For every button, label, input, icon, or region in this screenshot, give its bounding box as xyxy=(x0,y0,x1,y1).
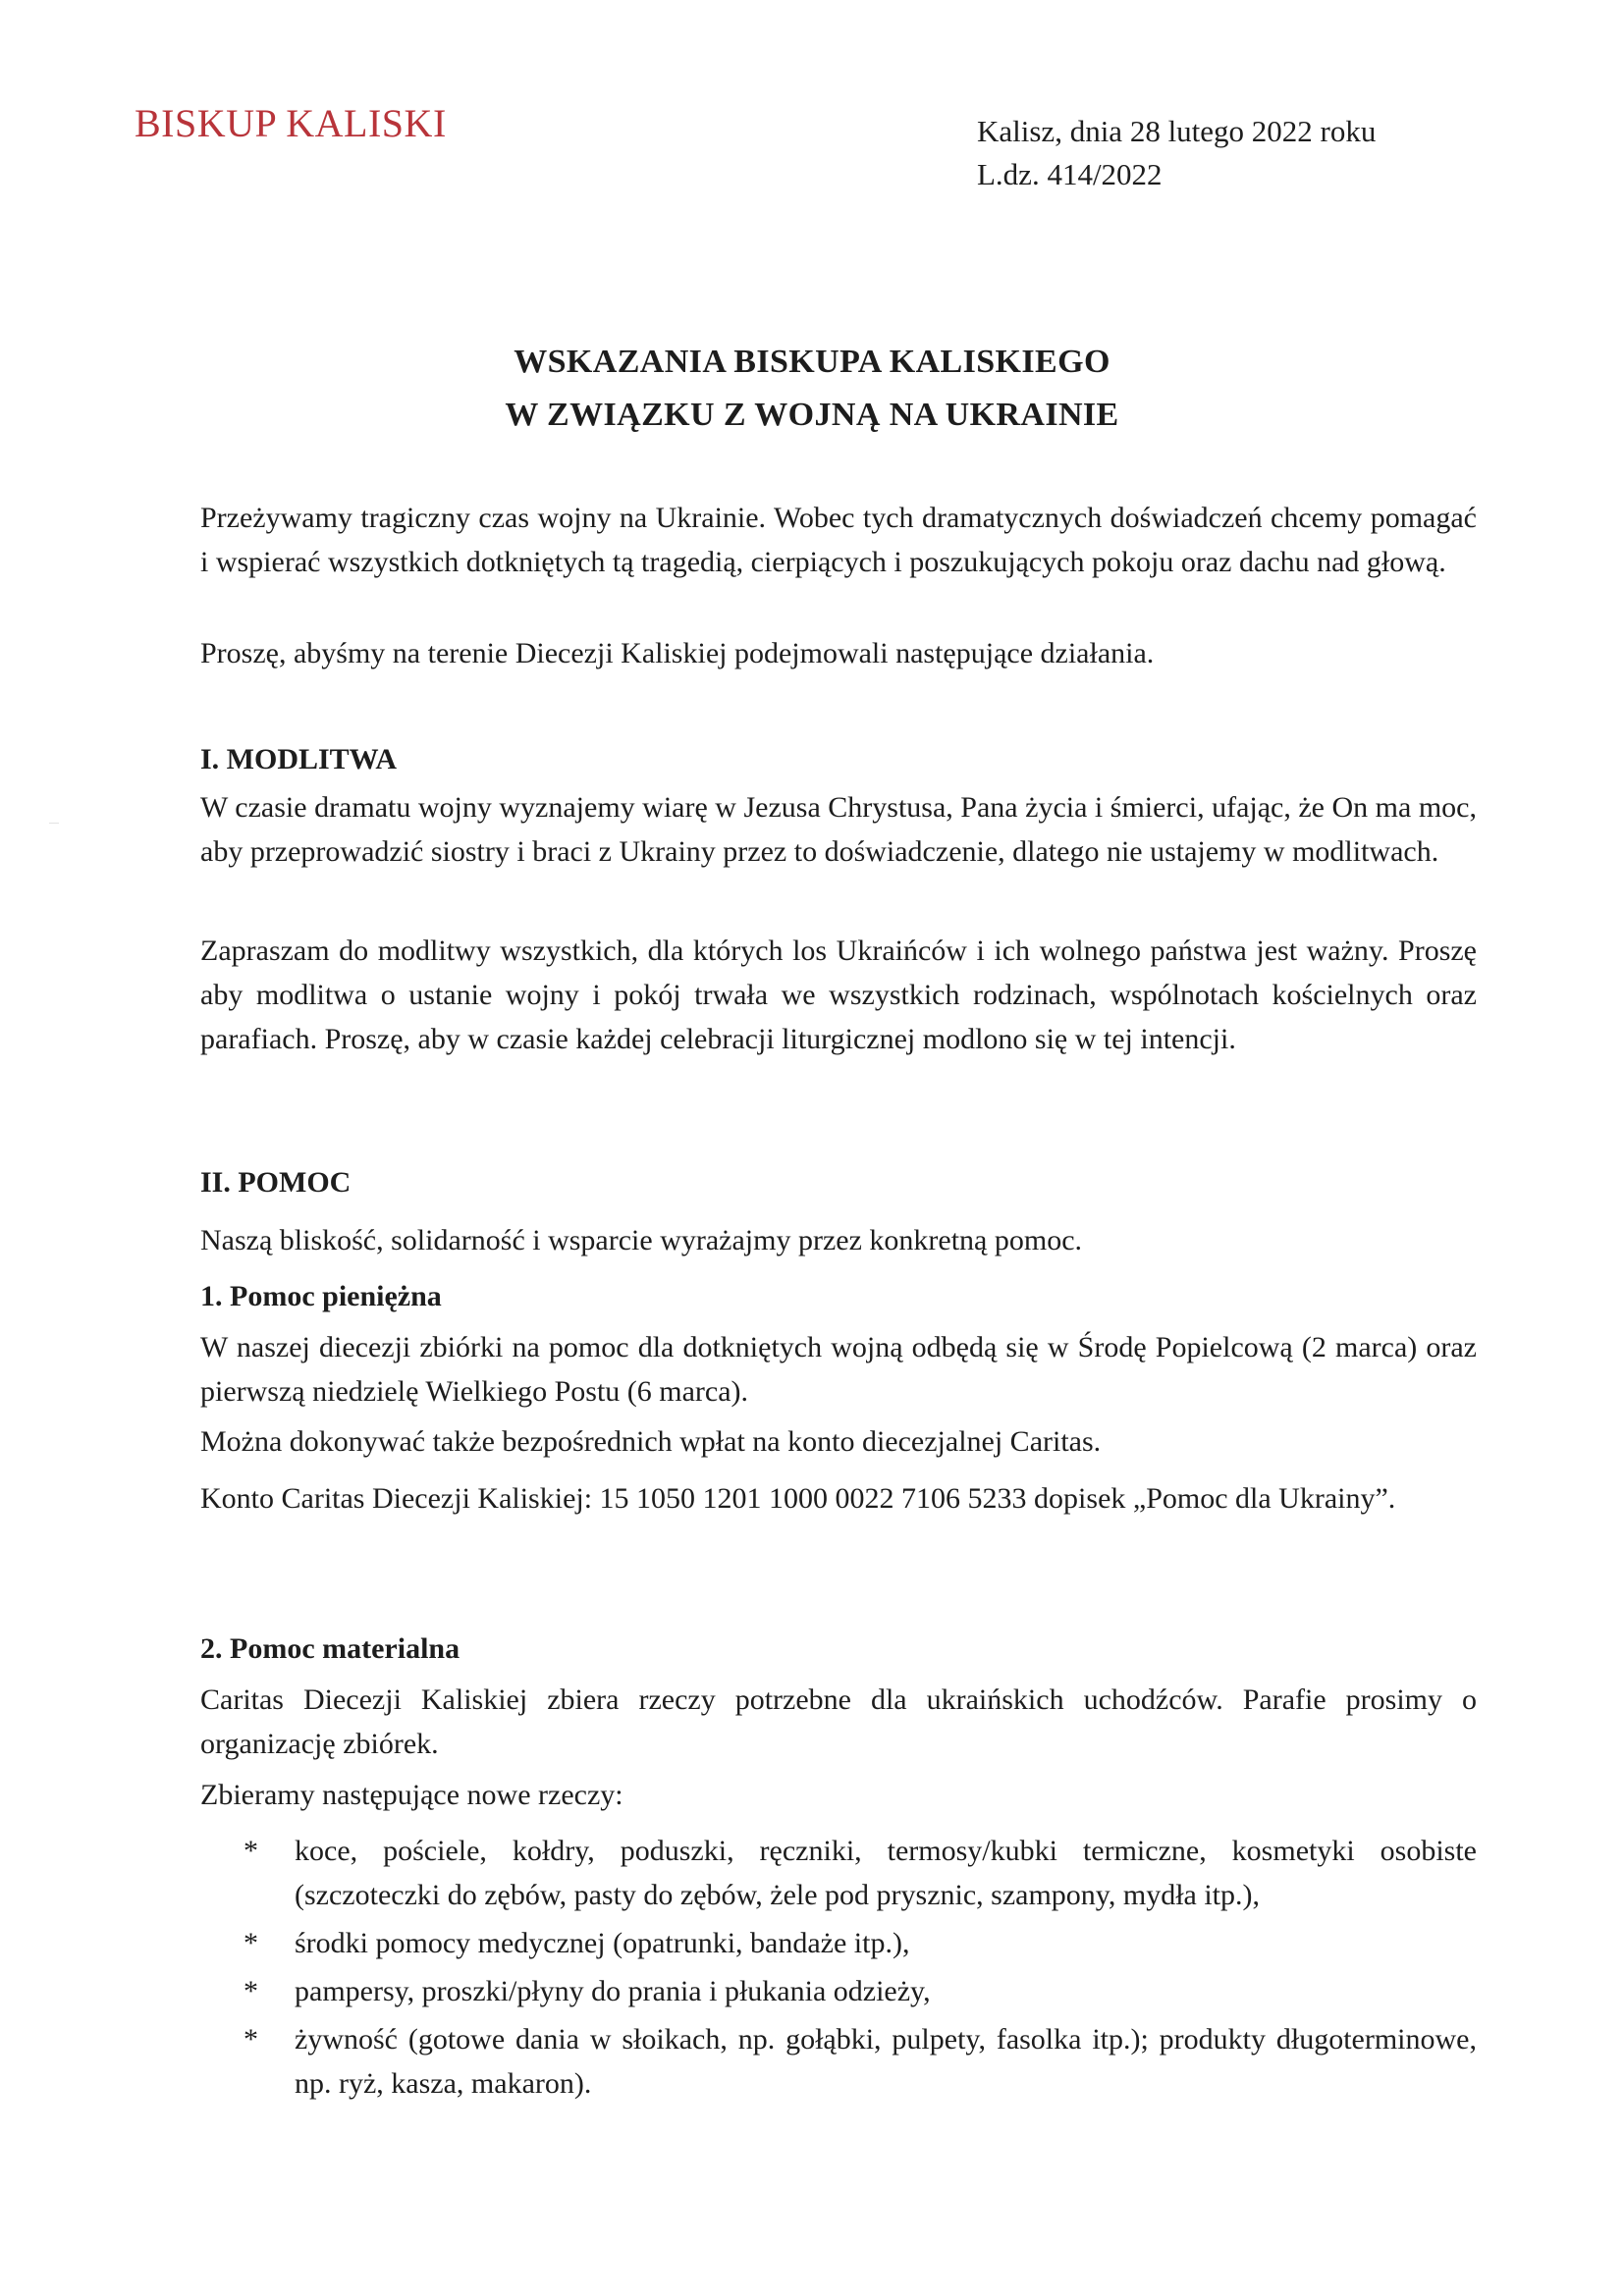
document-title-line1: WSKAZANIA BISKUPA KALISKIEGO xyxy=(514,344,1110,380)
list-item xyxy=(200,2017,1477,2106)
list-item xyxy=(200,1921,1477,1965)
money-transfer-paragraph: Można dokonywać także bezpośrednich wpłat na konto diecezjalnej Caritas. xyxy=(200,1425,1102,1458)
bullet-asterisk: * xyxy=(244,2023,258,2056)
document-title-line2: W ZWIĄZKU Z WOJNĄ NA UKRAINIE xyxy=(505,397,1119,433)
prayer-invitation: Zapraszam do modlitwy wszystkich, dla których los Ukraińców i ich wolnego państwa jest ważny. Proszę aby modlitwa o ustanie wojny i pokój trwała we wszystkich rodzinach, wspólnotach kościelnych oraz parafiach. Proszę, aby w czasie każdej celebracji liturgicznej modlono się w tej intencji. xyxy=(200,934,1477,1055)
intro-paragraph: Przeżywamy tragiczny czas wojny na Ukrainie. Wobec tych dramatycznych doświadczeń chcemy pomagać i wspierać wszystkich dotkniętych tą tragedią, cierpiących i poszukujących pokoju oraz dachu nad głową. xyxy=(200,502,1477,578)
list-item-text: środki pomocy medycznej (opatrunki, bandaże itp.), xyxy=(295,1927,910,1959)
sender-name: BISKUP KALISKI xyxy=(135,101,447,145)
bullet-asterisk: * xyxy=(244,1927,258,1959)
material-collection-paragraph: Caritas Diecezji Kaliskiej zbiera rzeczy potrzebne dla ukraińskich uchodźców. Parafie prosimy o organizację zbiórek. xyxy=(200,1683,1477,1760)
subsection-heading-money: 1. Pomoc pieniężna xyxy=(200,1280,442,1312)
subsection-heading-material: 2. Pomoc materialna xyxy=(200,1632,460,1665)
list-item-text: pampersy, proszki/płyny do prania i płukania odzieży, xyxy=(295,1975,931,2007)
list-item-text: koce, pościele, kołdry, poduszki, ręczniki, termosy/kubki termiczne, kosmetyki osobiste (szczoteczki do zębów, pasty do zębów, żele pod prysznic, szampony, mydła itp.), xyxy=(295,1835,1477,1911)
list-item xyxy=(200,1829,1477,1917)
scan-mark xyxy=(49,823,59,824)
bank-account-paragraph: Konto Caritas Diecezji Kaliskiej: 15 1050 1201 1000 0022 7106 5233 dopisek „Pomoc dla Ukrainy”. xyxy=(200,1482,1396,1515)
section-heading-help: II. POMOC xyxy=(200,1166,352,1199)
help-intro: Naszą bliskość, solidarność i wsparcie wyrażajmy przez konkretną pomoc. xyxy=(200,1224,1083,1256)
items-list xyxy=(200,1829,1477,2106)
list-item-text: żywność (gotowe dania w słoikach, np. gołąbki, pulpety, fasolka itp.); produkty długoterminowe, np. ryż, kasza, makaron). xyxy=(295,2023,1477,2100)
date-line: Kalisz, dnia 28 lutego 2022 roku xyxy=(977,114,1377,148)
intro-request: Proszę, abyśmy na terenie Diecezji Kaliskiej podejmowali następujące działania. xyxy=(200,637,1155,669)
bullet-asterisk: * xyxy=(244,1975,258,2007)
list-item xyxy=(200,1969,1477,2013)
money-collection-paragraph: W naszej diecezji zbiórki na pomoc dla dotkniętych wojną odbędą się w Środę Popielcową (2 marca) oraz pierwszą niedzielę Wielkiego Postu (6 marca). xyxy=(200,1331,1477,1408)
prayer-paragraph: W czasie dramatu wojny wyznajemy wiarę w Jezusa Chrystusa, Pana życia i śmierci, ufając, że On ma moc, aby przeprowadzić siostry i braci z Ukrainy przez to doświadczenie, dlatego nie ustajemy w modlitwach. xyxy=(200,791,1477,868)
bullet-asterisk: * xyxy=(244,1835,258,1867)
reference-number: L.dz. 414/2022 xyxy=(977,157,1163,191)
items-intro: Zbieramy następujące nowe rzeczy: xyxy=(200,1779,623,1811)
section-heading-prayer: I. MODLITWA xyxy=(200,743,398,775)
